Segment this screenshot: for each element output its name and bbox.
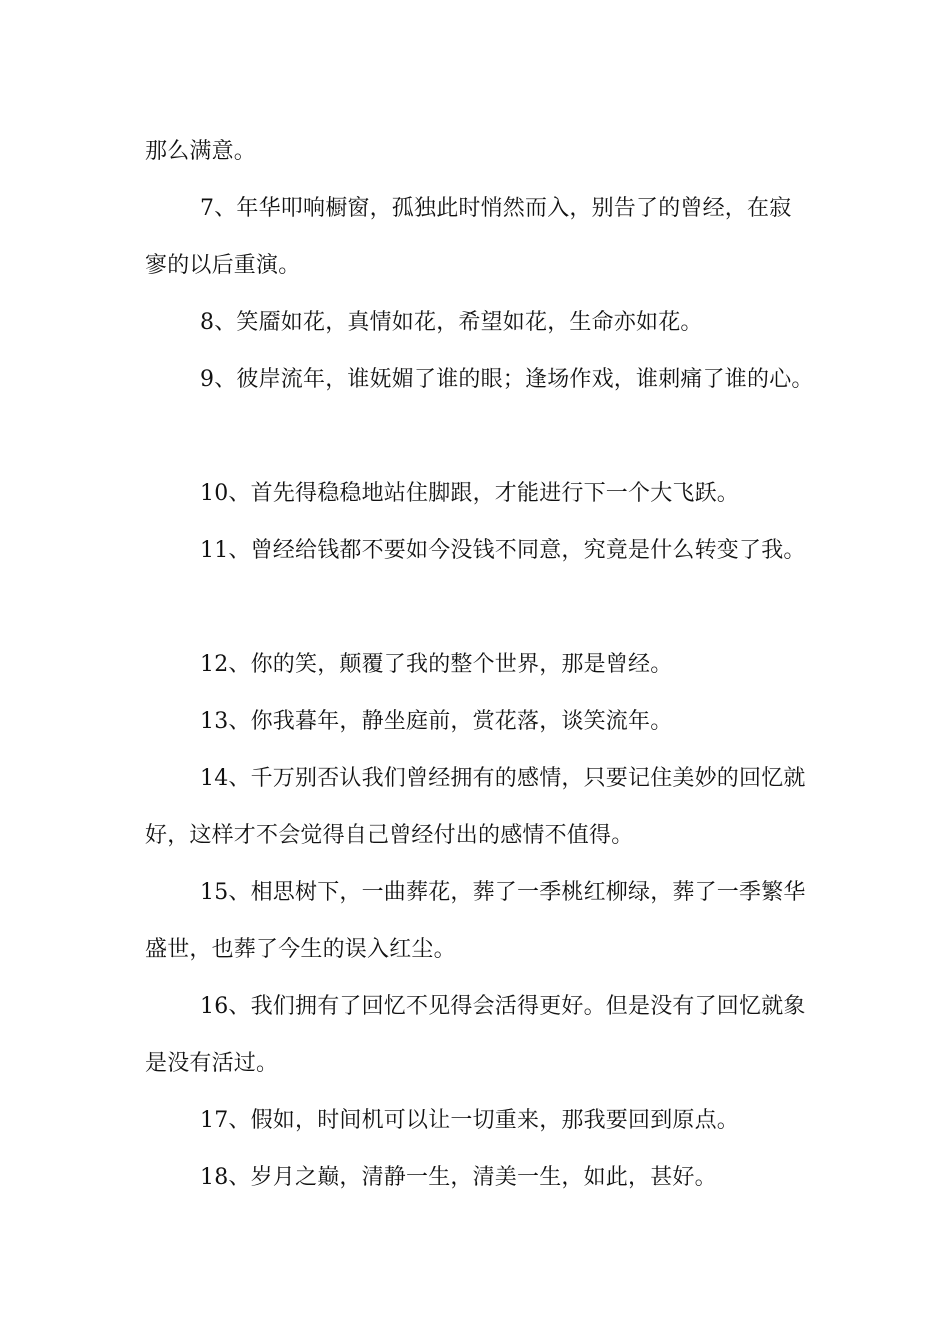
text-line: 9、彼岸流年，谁妩媚了谁的眼；逢场作戏，谁刺痛了谁的心。 — [200, 367, 814, 392]
text-line: 8、笑靥如花，真情如花，希望如花，生命亦如花。 — [200, 310, 703, 335]
text-line: 10、首先得稳稳地站住脚跟，才能进行下一个大飞跃。 — [200, 481, 739, 506]
text-line: 好，这样才不会觉得自己曾经付出的感情不值得。 — [145, 823, 634, 848]
text-line: 13、你我暮年，静坐庭前，赏花落，谈笑流年。 — [200, 709, 673, 734]
text-line: 寥的以后重演。 — [145, 253, 301, 278]
text-line: 盛世，也葬了今生的误入红尘。 — [145, 937, 456, 962]
text-line: 7、年华叩响橱窗，孤独此时悄然而入，别告了的曾经，在寂 — [200, 196, 792, 221]
text-line: 11、曾经给钱都不要如今没钱不同意，究竟是什么转变了我。 — [200, 538, 806, 563]
text-line: 15、相思树下，一曲葬花，葬了一季桃红柳绿，葬了一季繁华 — [200, 880, 806, 905]
text-line: 16、我们拥有了回忆不见得会活得更好。但是没有了回忆就象 — [200, 994, 806, 1019]
text-line: 17、假如，时间机可以让一切重来，那我要回到原点。 — [200, 1108, 739, 1133]
text-line: 18、岁月之巅，清静一生，清美一生，如此，甚好。 — [200, 1165, 717, 1190]
text-line: 那么满意。 — [145, 139, 257, 164]
text-line: 是没有活过。 — [145, 1051, 279, 1076]
text-line: 12、你的笑，颠覆了我的整个世界，那是曾经。 — [200, 652, 673, 677]
text-line: 14、千万别否认我们曾经拥有的感情，只要记住美妙的回忆就 — [200, 766, 806, 791]
